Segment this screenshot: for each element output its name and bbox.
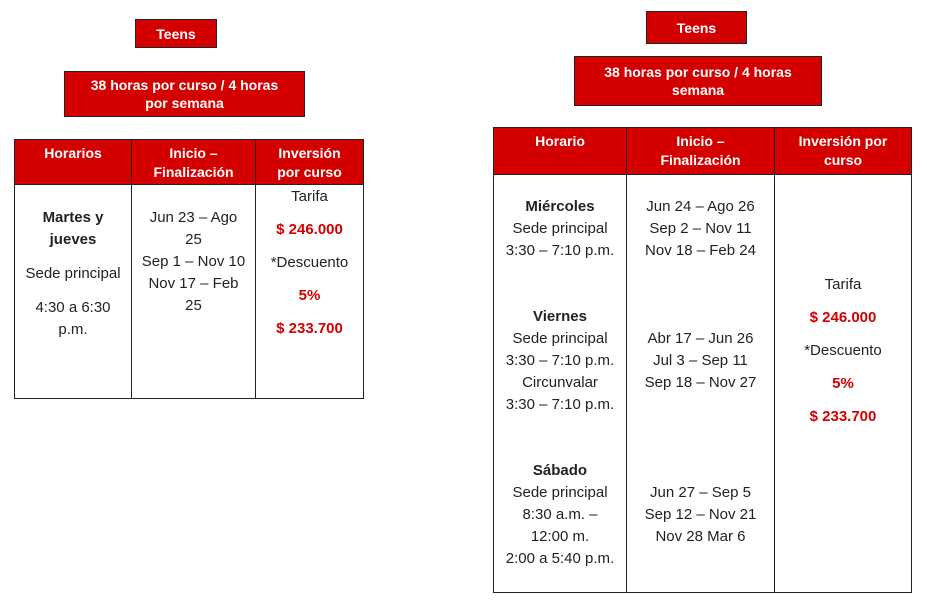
right-schedule-cell xyxy=(494,175,627,593)
right-price-cell xyxy=(775,175,912,593)
right-sabado-line-2: 8:30 a.m. – xyxy=(522,506,598,523)
left-time-2: p.m. xyxy=(58,321,88,338)
right-viernes-line-1: Sede principal xyxy=(512,330,608,347)
left-days: Martes y xyxy=(42,209,104,226)
right-dates-sabado xyxy=(627,482,774,548)
right-viernes-line-2: 3:30 – 7:10 p.m. xyxy=(505,352,615,369)
left-subtitle-line-2: por semana xyxy=(145,95,224,111)
left-discount-value: 5% xyxy=(298,287,321,304)
left-location: Sede principal xyxy=(25,265,121,282)
left-header-horarios: Horarios xyxy=(15,140,132,185)
right-schedule-table xyxy=(493,127,912,593)
right-header-horario: Horario xyxy=(494,128,627,175)
right-sabado-line-1: Sede principal xyxy=(512,484,608,501)
right-discount-value: 5% xyxy=(832,375,854,392)
left-header-row xyxy=(15,140,364,185)
right-date-s3: Nov 28 Mar 6 xyxy=(655,528,746,545)
right-subtitle-box xyxy=(574,56,822,106)
left-date-2: Sep 1 – Nov 10 xyxy=(141,253,246,270)
right-tarifa-value: $ 246.000 xyxy=(809,309,877,326)
left-schedule-table xyxy=(14,139,364,399)
right-group-sabado xyxy=(494,460,626,570)
left-body-row xyxy=(15,185,364,399)
right-date-m1: Jun 24 – Ago 26 xyxy=(646,198,755,215)
right-tarifa-label: Tarifa xyxy=(824,276,862,293)
right-header-inicio: Inicio – Finalización xyxy=(627,128,775,175)
right-date-s2: Sep 12 – Nov 21 xyxy=(644,506,757,523)
right-group-miercoles xyxy=(494,196,626,262)
left-title-box xyxy=(135,19,217,48)
right-miercoles-line-1: Sede principal xyxy=(512,220,608,237)
left-tarifa-value: $ 246.000 xyxy=(276,221,343,238)
right-dates-miercoles xyxy=(627,196,774,262)
right-date-s1: Jun 27 – Sep 5 xyxy=(650,484,751,501)
right-day-sabado: Sábado xyxy=(532,462,588,479)
right-date-m3: Nov 18 – Feb 24 xyxy=(645,242,756,259)
left-date-3: Nov 17 – Feb xyxy=(148,275,239,292)
left-time: 4:30 a 6:30 xyxy=(35,299,111,316)
left-tarifa-label: Tarifa xyxy=(291,188,328,205)
left-header-inversion: Inversión por curso xyxy=(256,140,364,185)
left-date-1: Jun 23 – Ago xyxy=(149,209,238,226)
right-date-v1: Abr 17 – Jun 26 xyxy=(647,330,754,347)
right-day-miercoles: Miércoles xyxy=(525,198,595,215)
left-days-2: jueves xyxy=(49,231,97,248)
left-header-inicio: Inicio – Finalización xyxy=(132,140,256,185)
right-date-v3: Sep 18 – Nov 27 xyxy=(644,374,757,391)
right-viernes-line-4: 3:30 – 7:10 p.m. xyxy=(505,396,615,413)
right-final-value: $ 233.700 xyxy=(809,408,877,425)
left-final-value: $ 233.700 xyxy=(276,320,343,337)
left-price-cell xyxy=(256,185,364,399)
right-header-row xyxy=(494,128,912,175)
right-discount-label: *Descuento xyxy=(804,342,882,359)
left-discount-label: *Descuento xyxy=(270,254,349,271)
right-header-inversion: Inversión por curso xyxy=(775,128,912,175)
left-date-3b: 25 xyxy=(185,297,202,314)
right-subtitle-line-1: 38 horas por curso / 4 horas xyxy=(604,64,792,80)
right-date-v2: Jul 3 – Sep 11 xyxy=(653,352,748,369)
right-sabado-line-4: 2:00 a 5:40 p.m. xyxy=(505,550,615,567)
left-schedule-cell xyxy=(15,185,132,399)
left-subtitle-box xyxy=(64,71,305,117)
right-day-viernes: Viernes xyxy=(533,308,587,325)
right-title-box xyxy=(646,11,747,44)
left-date-1b: 25 xyxy=(185,231,202,248)
right-viernes-line-3: Circunvalar xyxy=(522,374,598,391)
left-title: Teens xyxy=(156,25,196,42)
right-sabado-line-3: 12:00 m. xyxy=(530,528,590,545)
right-dates-cell xyxy=(627,175,775,593)
left-subtitle-line-1: 38 horas por curso / 4 horas xyxy=(90,77,279,93)
left-dates-cell xyxy=(132,185,256,399)
right-body-row xyxy=(494,175,912,593)
right-miercoles-line-2: 3:30 – 7:10 p.m. xyxy=(505,242,615,259)
right-dates-viernes xyxy=(627,328,774,394)
right-date-m2: Sep 2 – Nov 11 xyxy=(649,220,752,237)
right-title: Teens xyxy=(676,19,717,36)
right-subtitle-line-2: semana xyxy=(671,82,725,98)
right-group-viernes xyxy=(494,306,626,416)
